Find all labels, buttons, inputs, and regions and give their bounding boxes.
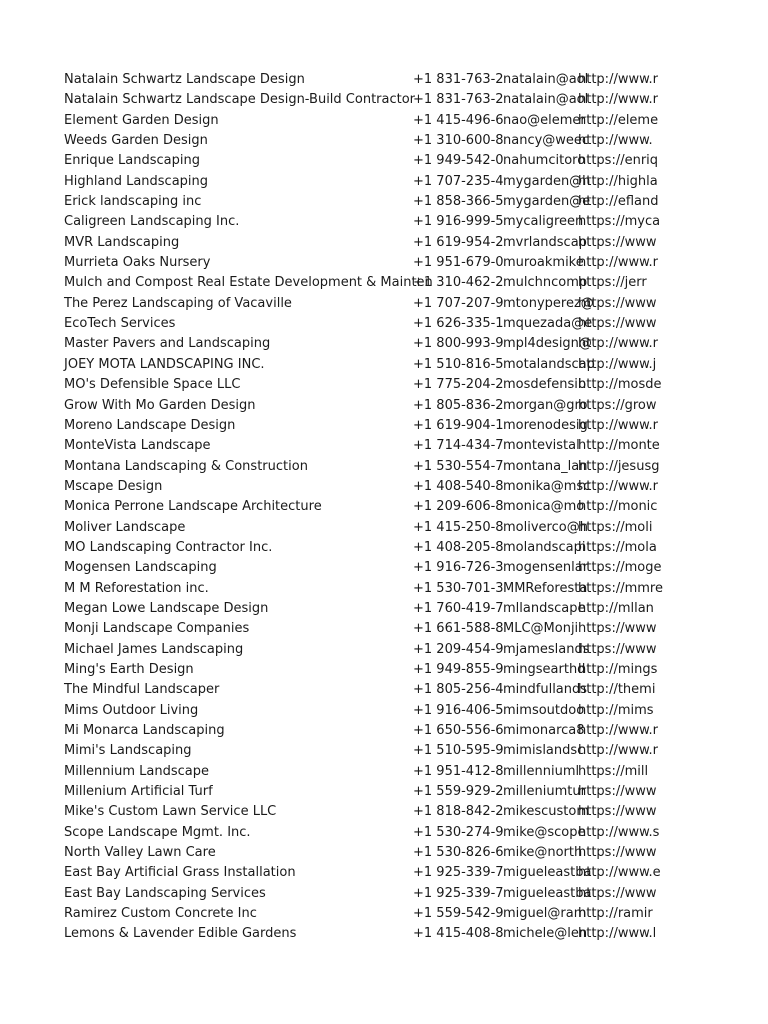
website-cell: http://mims [578, 702, 654, 718]
phone-cell: +1 714-434-7 [413, 438, 504, 454]
business-name-cell: Mscape Design [64, 478, 163, 494]
phone-cell: +1 831-763-2 [413, 92, 504, 108]
phone-cell: +1 805-256-4 [413, 682, 504, 698]
email-cell: montevistal [503, 438, 580, 454]
phone-cell: +1 310-462-2 [413, 275, 504, 291]
table-row [64, 823, 658, 843]
business-name-cell: Erick landscaping inc [64, 194, 202, 210]
email-cell: motalandscap [503, 356, 595, 372]
business-name-cell: Moreno Landscape Design [64, 417, 236, 433]
table-row [64, 172, 658, 192]
email-cell: morenodesig [503, 417, 588, 433]
website-cell: http://ramir [578, 906, 653, 922]
business-name-cell: Natalain Schwartz Landscape Design-Build Contractor [64, 92, 416, 108]
website-cell: http://eleme [578, 112, 659, 128]
website-cell: http://www.l [578, 926, 657, 942]
email-cell: mjameslands [503, 641, 590, 657]
table-row [64, 253, 658, 273]
business-name-cell: Grow With Mo Garden Design [64, 397, 256, 413]
table-row [64, 457, 658, 477]
website-cell: https://mola [578, 539, 657, 555]
website-cell: http://mllan [578, 600, 654, 616]
phone-cell: +1 805-836-2 [413, 397, 504, 413]
email-cell: mimislandsc [503, 743, 585, 759]
email-cell: moliverco@h [503, 519, 588, 535]
website-cell: http://www.r [578, 743, 659, 759]
business-name-cell: JOEY MOTA LANDSCAPING INC. [64, 356, 265, 372]
website-cell: https://moli [578, 519, 653, 535]
table-row [64, 314, 658, 334]
table-row [64, 192, 658, 212]
website-cell: http://mosde [578, 377, 662, 393]
email-cell: mike@north [503, 845, 583, 861]
email-cell: natalain@aol [503, 92, 589, 108]
phone-cell: +1 661-588-8 [413, 621, 504, 637]
phone-cell: +1 619-904-1 [413, 417, 504, 433]
phone-cell: +1 707-235-4 [413, 173, 504, 189]
table-row [64, 497, 658, 517]
phone-cell: +1 530-274-9 [413, 824, 504, 840]
business-name-cell: Millennium Landscape [64, 763, 210, 779]
phone-cell: +1 530-554-7 [413, 458, 504, 474]
website-cell: https://mill [578, 763, 649, 779]
website-cell: http://www.r [578, 255, 659, 271]
email-cell: mquezada@e [503, 316, 593, 332]
table-row [64, 884, 658, 904]
table-row [64, 558, 662, 578]
email-cell: mycaligreen [503, 214, 584, 230]
website-cell: http://themi [578, 682, 656, 698]
table-row [64, 762, 658, 782]
email-cell: MMReforesta [503, 580, 588, 596]
website-cell: http://monte [578, 438, 660, 454]
phone-cell: +1 707-207-9 [413, 295, 504, 311]
website-cell: http://monic [578, 499, 658, 515]
business-name-cell: EcoTech Services [64, 316, 176, 332]
email-cell: mpl4design@ [503, 336, 592, 352]
website-cell: http://www.r [578, 417, 659, 433]
table-row [64, 436, 658, 456]
business-name-cell: MVR Landscaping [64, 234, 180, 250]
email-cell: migueleastba [503, 885, 592, 901]
website-cell: http://www.r [578, 72, 659, 87]
website-cell: https://mmre [578, 580, 663, 596]
phone-cell: +1 310-600-8 [413, 133, 504, 149]
email-cell: milleniumtur [503, 784, 586, 800]
website-cell: https://www [578, 845, 657, 861]
business-name-cell: Ming's Earth Design [64, 661, 194, 677]
business-name-cell: MO's Defensible Space LLC [64, 377, 241, 393]
phone-cell: +1 530-826-6 [413, 845, 504, 861]
table-row [64, 640, 658, 660]
email-cell: MLC@Monji [503, 621, 579, 637]
phone-cell: +1 949-855-9 [413, 661, 504, 677]
website-cell: https://www [578, 784, 657, 800]
business-name-cell: Mi Monarca Landscaping [64, 723, 225, 738]
business-name-cell: Mulch and Compost Real Estate Development & Mainten [64, 275, 433, 291]
business-name-cell: Lemons & Lavender Edible Gardens [64, 926, 297, 942]
email-cell: mtonyperez@ [503, 295, 594, 311]
email-cell: michele@len [503, 926, 588, 942]
table-row [64, 843, 658, 863]
phone-cell: +1 951-679-0 [413, 255, 504, 271]
phone-cell: +1 408-205-8 [413, 539, 504, 555]
email-cell: mikescustom [503, 804, 589, 820]
website-cell: http://www.r [578, 723, 659, 738]
table-row [64, 863, 661, 883]
table-row [64, 518, 658, 538]
phone-cell: +1 650-556-6 [413, 723, 504, 738]
phone-cell: +1 916-406-5 [413, 702, 504, 718]
business-name-cell: North Valley Lawn Care [64, 845, 216, 861]
email-cell: mygarden@e [503, 194, 591, 210]
website-cell: https://www [578, 316, 657, 332]
table-row [64, 721, 658, 741]
phone-cell: +1 949-542-0 [413, 153, 504, 169]
email-cell: monica@mo [503, 499, 585, 515]
table-row [64, 619, 658, 639]
listing-table [64, 70, 663, 945]
table-row [64, 355, 658, 375]
table-row [64, 212, 661, 232]
table-row [64, 151, 658, 171]
phone-cell: +1 408-540-8 [413, 478, 504, 494]
table-row [64, 660, 658, 680]
table-row [64, 233, 658, 253]
website-cell: https://www [578, 641, 657, 657]
phone-cell: +1 916-726-3 [413, 560, 504, 576]
table-row [64, 396, 658, 416]
business-name-cell: Murrieta Oaks Nursery [64, 255, 211, 271]
phone-cell: +1 415-408-8 [413, 926, 504, 942]
phone-cell: +1 209-606-8 [413, 499, 504, 515]
email-cell: monika@msc [503, 478, 591, 494]
business-name-cell: Highland Landscaping [64, 173, 209, 189]
business-name-cell: Caligreen Landscaping Inc. [64, 214, 240, 230]
email-cell: morgan@gro [503, 397, 588, 413]
business-name-cell: The Mindful Landscaper [64, 682, 220, 698]
website-cell: https://myca [578, 214, 661, 230]
business-name-cell: Michael James Landscaping [64, 641, 244, 657]
website-cell: http://jesusg [578, 458, 660, 474]
table-row [64, 477, 658, 497]
website-cell: https://www [578, 295, 657, 311]
phone-cell: +1 510-595-9 [413, 743, 504, 759]
email-cell: muroakmike [503, 255, 584, 271]
phone-cell: +1 760-419-7 [413, 600, 504, 616]
email-cell: natalain@aol [503, 72, 589, 87]
phone-cell: +1 858-366-5 [413, 194, 504, 210]
phone-cell: +1 415-496-6 [413, 112, 504, 128]
website-cell: https://grow [578, 397, 657, 413]
website-cell: http://www.e [578, 865, 661, 881]
email-cell: mimonarca8 [503, 723, 585, 738]
business-name-cell: Weeds Garden Design [64, 133, 208, 149]
website-cell: https://moge [578, 560, 662, 576]
email-cell: mulchncomp [503, 275, 588, 291]
phone-cell: +1 800-993-9 [413, 336, 504, 352]
business-name-cell: Mike's Custom Lawn Service LLC [64, 804, 277, 820]
table-row [64, 802, 658, 822]
business-name-cell: Mims Outdoor Living [64, 702, 199, 718]
business-name-cell: Moliver Landscape [64, 519, 186, 535]
phone-cell: +1 530-701-3 [413, 580, 504, 596]
email-cell: mindfullands [503, 682, 588, 698]
website-cell: http://www. [578, 133, 653, 149]
business-name-cell: Element Garden Design [64, 112, 219, 128]
business-name-cell: Mimi's Landscaping [64, 743, 192, 759]
table-row [64, 273, 658, 293]
email-cell: mimsoutdoo [503, 702, 585, 718]
table-row [64, 70, 658, 90]
business-name-cell: Megan Lowe Landscape Design [64, 600, 269, 616]
business-name-cell: Master Pavers and Landscaping [64, 336, 271, 352]
phone-cell: +1 619-954-2 [413, 234, 504, 250]
phone-cell: +1 559-929-2 [413, 784, 504, 800]
table-row [64, 294, 658, 314]
table-row [64, 579, 663, 599]
email-cell: mingsearthd [503, 661, 586, 677]
website-cell: http://mings [578, 661, 658, 677]
website-cell: https://enriq [578, 153, 659, 169]
phone-cell: +1 209-454-9 [413, 641, 504, 657]
website-cell: http://www.r [578, 478, 659, 494]
phone-cell: +1 510-816-5 [413, 356, 504, 372]
business-name-cell: The Perez Landscaping of Vacaville [64, 295, 292, 311]
business-name-cell: M M Reforestation inc. [64, 580, 209, 596]
table-row [64, 701, 658, 721]
website-cell: https://www [578, 234, 657, 250]
email-cell: mllandscape [503, 600, 586, 616]
email-cell: montana_lan [503, 458, 588, 474]
business-name-cell: MonteVista Landscape [64, 438, 211, 454]
business-name-cell: Enrique Landscaping [64, 153, 200, 169]
business-name-cell: Scope Landscape Mgmt. Inc. [64, 824, 251, 840]
table-row [64, 111, 658, 131]
table-row [64, 680, 658, 700]
phone-cell: +1 818-842-2 [413, 804, 504, 820]
phone-cell: +1 626-335-1 [413, 316, 504, 332]
phone-cell: +1 831-763-2 [413, 72, 504, 87]
business-name-cell: East Bay Landscaping Services [64, 885, 266, 901]
email-cell: miguel@ram [503, 906, 587, 922]
business-name-cell: MO Landscaping Contractor Inc. [64, 539, 273, 555]
website-cell: http://www.j [578, 356, 657, 372]
email-cell: mike@scope [503, 824, 586, 840]
phone-cell: +1 925-339-7 [413, 865, 504, 881]
table-row [64, 131, 658, 151]
website-cell: https://www [578, 885, 657, 901]
website-cell: http://efland [578, 194, 659, 210]
email-cell: nancy@weec [503, 133, 590, 149]
email-cell: migueleastba [503, 865, 592, 881]
email-cell: mosdefensib [503, 377, 587, 393]
website-cell: http://highla [578, 173, 658, 189]
business-name-cell: Natalain Schwartz Landscape Design [64, 72, 305, 87]
business-name-cell: Millenium Artificial Turf [64, 784, 213, 800]
table-row [64, 599, 658, 619]
email-cell: mvrlandscap [503, 234, 587, 250]
table-row [64, 904, 658, 924]
table-row [64, 90, 658, 110]
email-cell: nao@elemer [503, 112, 586, 128]
website-cell: http://www.r [578, 336, 659, 352]
table-row [64, 924, 658, 944]
table-row [64, 782, 658, 802]
email-cell: molandscapi [503, 539, 586, 555]
phone-cell: +1 951-412-8 [413, 763, 504, 779]
business-name-cell: Monica Perrone Landscape Architecture [64, 499, 322, 515]
business-name-cell: East Bay Artificial Grass Installation [64, 865, 296, 881]
business-name-cell: Montana Landscaping & Construction [64, 458, 308, 474]
business-name-cell: Ramirez Custom Concrete Inc [64, 906, 257, 922]
website-cell: https://www [578, 804, 657, 820]
phone-cell: +1 559-542-9 [413, 906, 504, 922]
table-row [64, 334, 658, 354]
website-cell: http://www.s [578, 824, 660, 840]
table-row [64, 741, 658, 761]
website-cell: http://www.r [578, 92, 659, 108]
table-row [64, 538, 658, 558]
email-cell: millenniuml [503, 763, 580, 779]
email-cell: nahumcitoro [503, 153, 586, 169]
table-row [64, 375, 662, 395]
phone-cell: +1 415-250-8 [413, 519, 504, 535]
business-name-cell: Mogensen Landscaping [64, 560, 217, 576]
website-cell: https://www [578, 621, 657, 637]
table-row [64, 416, 658, 436]
email-cell: mygarden@h [503, 173, 591, 189]
email-cell: mogensenlar [503, 560, 589, 576]
phone-cell: +1 925-339-7 [413, 885, 504, 901]
phone-cell: +1 916-999-5 [413, 214, 504, 230]
business-name-cell: Monji Landscape Companies [64, 621, 250, 637]
phone-cell: +1 775-204-2 [413, 377, 504, 393]
website-cell: https://jerr [578, 275, 647, 291]
